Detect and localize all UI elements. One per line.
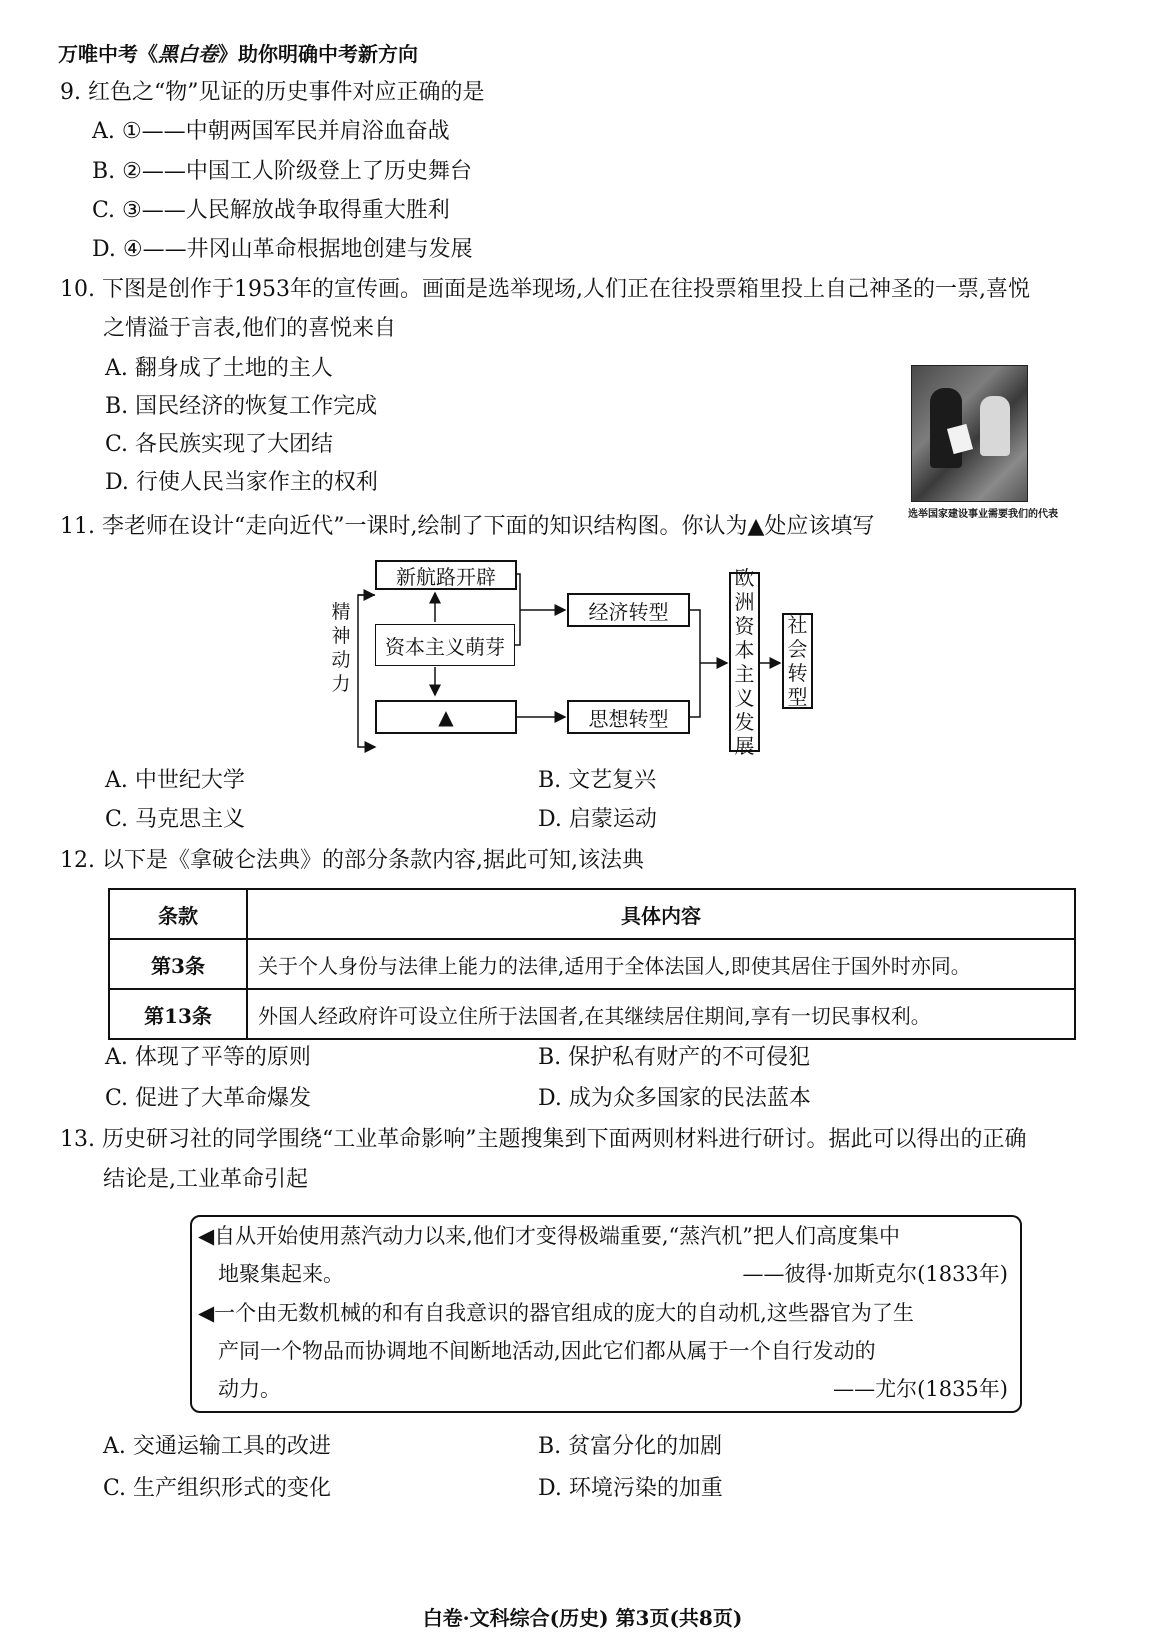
quote2-source: ——尤尔(1835年) bbox=[833, 1377, 1008, 1401]
table-row bbox=[109, 989, 1075, 1039]
quote1-line2: 地聚集起来。 bbox=[218, 1262, 344, 1286]
q9-option-d[interactable]: D. ④——井冈山革命根据地创建与发展 bbox=[92, 237, 473, 262]
header-suffix: 》助你明确中考新方向 bbox=[218, 42, 418, 66]
q9-stem: 9. 红色之“物”见证的历史事件对应正确的是 bbox=[60, 80, 485, 105]
q10-stem-line1: 10. 下图是创作于1953年的宣传画。画面是选举现场,人们正在往投票箱里投上自己神圣的一票,喜悦 bbox=[60, 277, 1030, 302]
q13-option-a[interactable]: A. 交通运输工具的改进 bbox=[103, 1434, 331, 1459]
europe-capitalism-box bbox=[729, 566, 760, 758]
q12-option-b[interactable]: B. 保护私有财产的不可侵犯 bbox=[538, 1045, 811, 1070]
q11-option-c[interactable]: C. 马克思主义 bbox=[105, 807, 246, 832]
table-cell-content: 外国人经政府许可设立住所于法国者,在其继续居住期间,享有一切民事权利。 bbox=[247, 989, 1075, 1039]
q13-stem-line2: 结论是,工业革命引起 bbox=[103, 1167, 308, 1192]
poster-figure-light bbox=[980, 396, 1010, 456]
spiritual-power-label: 精神动力 bbox=[331, 601, 351, 695]
page-footer: 白卷·文科综合(历史) 第3页(共8页) bbox=[422, 1606, 743, 1630]
table-header-row bbox=[109, 889, 1075, 939]
social-transition-label: 社会转型 bbox=[787, 613, 808, 709]
napoleonic-code-table bbox=[108, 888, 1076, 1040]
q12-stem: 12. 以下是《拿破仑法典》的部分条款内容,据此可知,该法典 bbox=[60, 848, 644, 873]
q9-option-b[interactable]: B. ②——中国工人阶级登上了历史舞台 bbox=[92, 159, 472, 184]
q10-option-d[interactable]: D. 行使人民当家作主的权利 bbox=[105, 470, 378, 495]
table-cell-clause: 第13条 bbox=[109, 989, 247, 1039]
q13-option-b[interactable]: B. 贫富分化的加剧 bbox=[538, 1434, 723, 1459]
new-route-box: 新航路开辟 bbox=[375, 560, 517, 590]
header-brand: 黑白卷 bbox=[158, 42, 218, 66]
table-header-content: 具体内容 bbox=[247, 889, 1075, 939]
q13-option-d[interactable]: D. 环境污染的加重 bbox=[538, 1476, 723, 1501]
quote1-line1: ◀自从开始使用蒸汽动力以来,他们才变得极端重要,“蒸汽机”把人们高度集中 bbox=[198, 1224, 900, 1248]
q9-option-a[interactable]: A. ①——中朝两国军民并肩浴血奋战 bbox=[92, 119, 450, 144]
poster-caption: 选举国家建设事业需要我们的代表 bbox=[908, 509, 1058, 520]
economic-transition-box: 经济转型 bbox=[567, 593, 690, 627]
capitalism-sprout-box: 资本主义萌芽 bbox=[375, 624, 515, 666]
q11-stem: 11. 李老师在设计“走向近代”一课时,绘制了下面的知识结构图。你认为▲处应该填写 bbox=[60, 514, 875, 539]
q10-stem-line2: 之情溢于言表,他们的喜悦来自 bbox=[103, 316, 396, 341]
q11-option-d[interactable]: D. 启蒙运动 bbox=[538, 807, 657, 832]
q9-option-c[interactable]: C. ③——人民解放战争取得重大胜利 bbox=[92, 198, 450, 223]
europe-capitalism-label: 欧洲资本主义发展 bbox=[734, 566, 755, 758]
table-cell-clause: 第3条 bbox=[109, 939, 247, 989]
quote2-line2: 产同一个物品而协调地不间断地活动,因此它们都从属于一个自行发动的 bbox=[218, 1339, 876, 1363]
thought-transition-box: 思想转型 bbox=[567, 700, 690, 734]
social-transition-box bbox=[782, 613, 813, 709]
q12-option-c[interactable]: C. 促进了大革命爆发 bbox=[105, 1086, 312, 1111]
q10-option-b[interactable]: B. 国民经济的恢复工作完成 bbox=[105, 394, 378, 419]
page-header bbox=[58, 38, 418, 67]
table-header-clause: 条款 bbox=[109, 889, 247, 939]
q12-option-a[interactable]: A. 体现了平等的原则 bbox=[105, 1045, 311, 1070]
table-cell-content: 关于个人身份与法律上能力的法律,适用于全体法国人,即使其居住于国外时亦同。 bbox=[247, 939, 1075, 989]
table-row bbox=[109, 939, 1075, 989]
triangle-blank-box[interactable]: ▲ bbox=[375, 700, 517, 734]
q10-option-a[interactable]: A. 翻身成了土地的主人 bbox=[105, 356, 333, 381]
materials-quote-box bbox=[190, 1215, 1022, 1413]
quote1-source: ——彼得·加斯克尔(1833年) bbox=[742, 1262, 1008, 1286]
q12-option-d[interactable]: D. 成为众多国家的民法蓝本 bbox=[538, 1086, 811, 1111]
header-prefix: 万唯中考《 bbox=[58, 42, 158, 66]
election-poster-image bbox=[911, 365, 1028, 502]
q13-option-c[interactable]: C. 生产组织形式的变化 bbox=[103, 1476, 332, 1501]
q10-option-c[interactable]: C. 各民族实现了大团结 bbox=[105, 432, 334, 457]
quote2-line1: ◀一个由无数机械的和有自我意识的器官组成的庞大的自动机,这些器官为了生 bbox=[198, 1301, 914, 1325]
q11-option-a[interactable]: A. 中世纪大学 bbox=[105, 768, 245, 793]
q13-stem-line1: 13. 历史研习社的同学围绕“工业革命影响”主题搜集到下面两则材料进行研讨。据此可以得出的正确 bbox=[60, 1127, 1027, 1152]
q11-option-b[interactable]: B. 文艺复兴 bbox=[538, 768, 657, 793]
quote2-line3: 动力。 bbox=[218, 1377, 281, 1401]
knowledge-structure-diagram bbox=[330, 560, 860, 800]
